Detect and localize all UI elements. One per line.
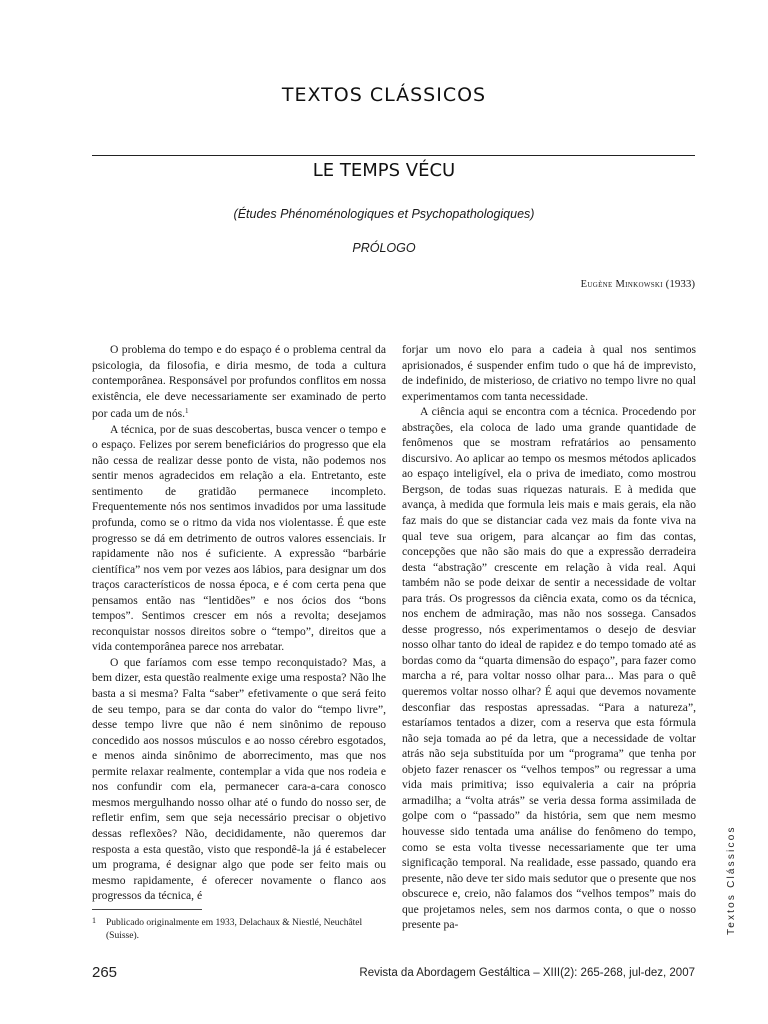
paragraph: O que faríamos com esse tempo reconquistado? Mas, a bem dizer, esta questão realmente exige uma resposta? Não lhe basta a si mesma? Falta “saber” efetivamente o que será feito de seu tempo, para se dar conta do valor do “tempo livre”, desse tempo livre que não é nem sinônimo de repouso concedido aos nossos músculos e ao nosso cérebro esgotados, e menos ainda sinônimo de aborrecimento, mas que nos permite relaxar realmente, contemplar a vida que nos rodeia e nos confundir com ela, permanecer cara-a-cara conosco mesmos mergulhando nosso olhar até o fundo do nosso ser, de refletir enfim, sem que seja necessário precisar o objetivo dessas reflexões? Não, decididamente, não queremos dar resposta a esta questão, visto que respondê-la já é estabelecer um programa, é designar algo que pode ser feito mais ou mesmo rapidamente, é oferecer novamente o flanco aos progressos da técnica, é xyxy=(92,655,386,903)
header-divider xyxy=(92,155,695,156)
article-title: LE TEMPS VÉCU xyxy=(312,160,456,181)
prologue-label: PRÓLOGO xyxy=(352,241,416,255)
footnote-text: Publicado originalmente em 1933, Delachaux & Niestlé, Neuchâtel xyxy=(106,918,363,928)
journal-citation: Revista da Abordagem Gestáltica – XIII(2): 265-268, jul-dez, 2007 xyxy=(359,967,695,979)
page-number: 265 xyxy=(92,964,118,981)
paragraph-text: O problema do tempo e do espaço é o problema central da psicologia, da filosofia, e diria mesmo, de toda a cultura contemporânea. Responsável por profundos conflitos em nossa existência, ele deve necessariamente ser examinado de perto por cada um de nós. xyxy=(92,343,386,421)
paragraph: A ciência aqui se encontra com a técnica. Procedendo por abstrações, ela coloca de lado uma grande quantidade de fenômenos que se mostram refratários ao pensamento discursivo. Ao aplicar ao tempo os mesmos métodos aplicados ao espaço inteligível, ela o priva de imediato, como mostrou Bergson, de todas suas riquezas naturais. E à medida que avança, à medida que formula leis mais e mais gerais, ela não faz mais do que se distanciar cada vez mais da fonte viva na qual teve sua origem, para alcançar ao fim das contas, concepções que não são mais do que a expressão derradeira desta “abstração” crescente em relação à vida real. Aqui também não se pode deixar de sentir a necessidade de voltar para trás. Os progressos da ciência exata, como os da técnica, nos enchem de admiração, mas não nos sossega. Cansados desse progresso, nós experimentamos o desejo de desviar nosso olhar tanto do ideal de rapidez e do tempo tomado até as bordas como da “quarta dimensão do espaço”, para fazer como marcha a ré, para voltar nosso olhar para... Mas para o quê queremos voltar nosso olhar? É aqui que devemos novamente desconfiar das respostas apressadas. “Para a natureza”, estaríamos tentados a dizer, com a reserva que esta fórmula não seja tomada ao pé da letra, que a necessidade de voltar atrás não seja substituída por um “programa” que tenha por objeto fazer renascer os “velhos tempos” ou regressar a uma vida mais primitiva; isso equivaleria a cair na própria armadilha; a “volta atrás” se veria dessa forma assimilada de golpe com o “passado” da história, sem que nem mesmo houvesse sido tentada uma análise do fenômeno do tempo, como se esta volta tivesse necessariamente que ter uma significação temporal. Na realidade, esse passado, quando era presente, não deve ter sido mais sedutor que o presente que nos obscurece e, creio, não falamos dos “velhos tempos” mais do que projetamos neles, sem nos darmos conta, o que o nosso presente pa- xyxy=(402,405,696,932)
paragraph: forjar um novo elo para a cadeia à qual nos sentimos aprisionados, é suspender enfim tudo o que há de imprevisto, de indefinido, de misterioso, de criativo no tempo livre no qual experimentamos com tanta necessidade. xyxy=(402,343,696,403)
footnote-reference[interactable]: 1 xyxy=(185,407,189,416)
left-column xyxy=(92,342,386,904)
right-column xyxy=(402,342,696,933)
author-name: Eugène Minkowski xyxy=(580,279,663,290)
author-year: (1933) xyxy=(665,278,695,290)
paragraph: A técnica, por de suas descobertas, busca vencer o tempo e o espaço. Felizes por serem beneficiários do progresso que ela não cessa de realizar desse ponto de vista, não podemos nos sentir menos agradecidos em relação a ela. Entretanto, este sentimento de gratidão permanece incompleto. Frequentemente nós nos sentimos invadidos por uma lassitude profunda, como se o ritmo da vida nos violentasse. É que este progresso se dá em detrimento de outros valores essenciais. Ir rapidamente não nos é suficiente. A expressão “barbárie científica” nos vem por vezes aos lábios, para designar um dos traços característicos de nossa época, e é com certa pena que pensamos então nas “lentidões” e nos ócios dos “bons tempos”. Sentimos crescer em nós a revolta; desejamos reconquistar nossos direitos sobre o “tempo”, direitos que a vida contemporânea parece nos arrebatar. xyxy=(92,422,386,654)
side-section-label-text: Textos Clássicos xyxy=(726,825,737,935)
footnote xyxy=(92,914,392,943)
paragraph xyxy=(92,342,386,422)
footnote-divider xyxy=(92,909,202,910)
article-subtitle: (Études Phénoménologiques et Psychopathologiques) xyxy=(233,207,535,221)
author-line xyxy=(581,278,695,290)
footnote-text-cont: (Suisse). xyxy=(106,931,139,941)
section-title: TEXTOS CLÁSSICOS xyxy=(281,84,487,106)
footnote-mark: 1 xyxy=(92,916,96,925)
